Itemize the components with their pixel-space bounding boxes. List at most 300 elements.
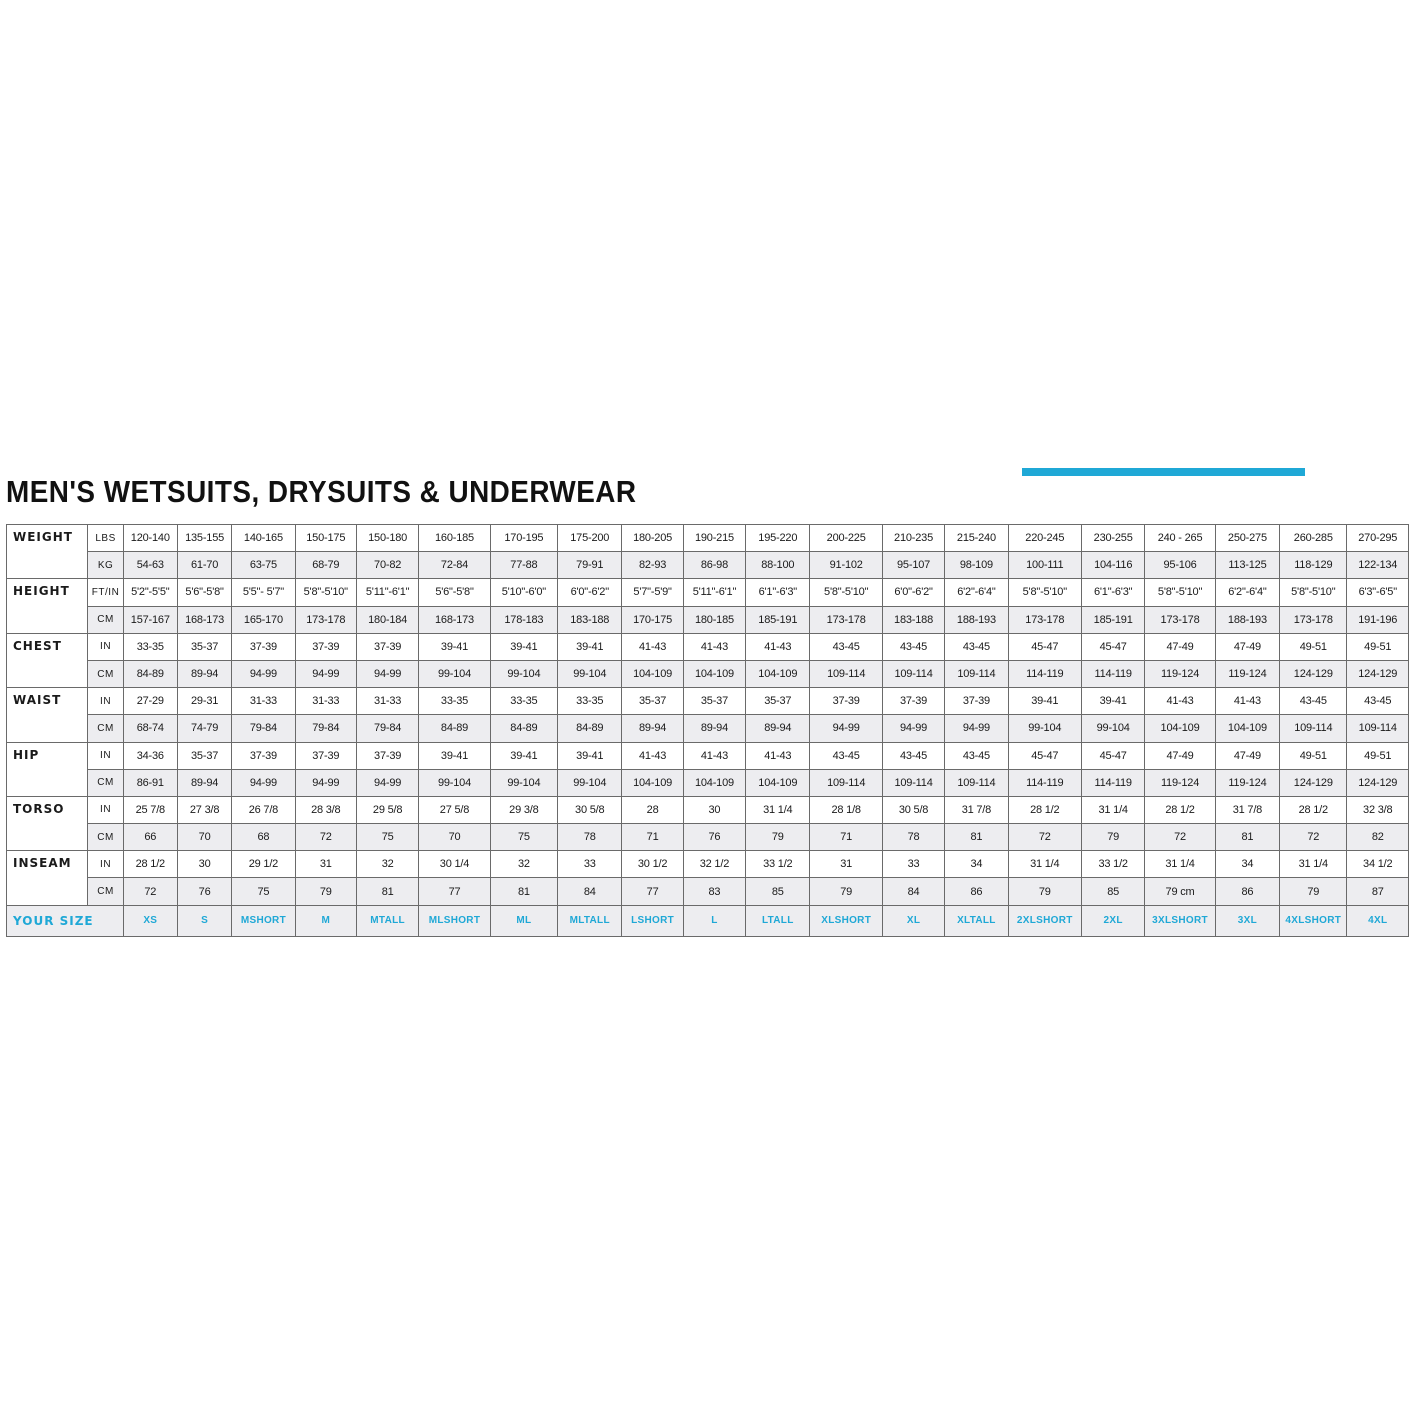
table-cell: 27 3/8: [177, 796, 231, 823]
unit-label: KG: [88, 552, 123, 579]
unit-label: CM: [88, 878, 123, 905]
table-cell: 5'11"-6'1": [356, 579, 418, 606]
table-cell: 49-51: [1280, 742, 1347, 769]
table-cell: 45-47: [1008, 633, 1081, 660]
table-cell: 104-109: [622, 660, 683, 687]
table-cell: 41-43: [683, 742, 745, 769]
table-cell: 104-116: [1081, 552, 1144, 579]
size-cell: LSHORT: [622, 905, 683, 936]
table-cell: 29-31: [177, 688, 231, 715]
table-cell: 5'11"-6'1": [683, 579, 745, 606]
table-cell: 79: [1280, 878, 1347, 905]
unit-label: CM: [88, 824, 123, 851]
table-cell: 34: [1215, 851, 1279, 878]
table-cell: 43-45: [882, 633, 944, 660]
table-cell: 185-191: [1081, 606, 1144, 633]
size-cell: MLTALL: [558, 905, 622, 936]
table-cell: 157-167: [123, 606, 177, 633]
table-cell: 185-191: [746, 606, 810, 633]
table-cell: 5'2"-5'5": [123, 579, 177, 606]
table-cell: 82: [1347, 824, 1409, 851]
table-cell: 173-178: [810, 606, 882, 633]
table-cell: 122-134: [1347, 552, 1409, 579]
table-cell: 31-33: [295, 688, 356, 715]
table-cell: 33-35: [419, 688, 490, 715]
table-cell: 39-41: [1008, 688, 1081, 715]
table-cell: 37-39: [295, 633, 356, 660]
table-cell: 70-82: [356, 552, 418, 579]
table-cell: 68-74: [123, 715, 177, 742]
table-cell: 195-220: [746, 525, 810, 552]
table-cell: 31: [810, 851, 882, 878]
table-cell: 84-89: [558, 715, 622, 742]
table-cell: 99-104: [490, 660, 557, 687]
table-row: [7, 633, 1409, 660]
table-cell: 30 1/2: [622, 851, 683, 878]
table-cell: 99-104: [558, 769, 622, 796]
table-cell: 33 1/2: [746, 851, 810, 878]
table-cell: 49-51: [1280, 633, 1347, 660]
size-cell: L: [683, 905, 745, 936]
table-cell: 6'1"-6'3": [746, 579, 810, 606]
table-cell: 79: [1008, 878, 1081, 905]
table-cell: 39-41: [490, 742, 557, 769]
table-cell: 6'0"-6'2": [558, 579, 622, 606]
table-cell: 30: [177, 851, 231, 878]
table-cell: 79: [1081, 824, 1144, 851]
table-cell: 270-295: [1347, 525, 1409, 552]
table-cell: 170-175: [622, 606, 683, 633]
table-cell: 168-173: [177, 606, 231, 633]
table-cell: 119-124: [1215, 660, 1279, 687]
unit-label: IN: [88, 796, 123, 823]
table-cell: 41-43: [746, 742, 810, 769]
table-cell: 94-99: [945, 715, 1008, 742]
table-cell: 72: [1145, 824, 1215, 851]
table-cell: 135-155: [177, 525, 231, 552]
table-cell: 104-109: [683, 660, 745, 687]
table-cell: 39-41: [558, 633, 622, 660]
table-cell: 54-63: [123, 552, 177, 579]
table-cell: 79: [810, 878, 882, 905]
table-cell: 31: [295, 851, 356, 878]
table-cell: 6'1"-6'3": [1081, 579, 1144, 606]
table-cell: 91-102: [810, 552, 882, 579]
table-cell: 77: [622, 878, 683, 905]
table-row: [7, 878, 1409, 905]
table-cell: 119-124: [1145, 660, 1215, 687]
table-cell: 86: [1215, 878, 1279, 905]
table-cell: 27 5/8: [419, 796, 490, 823]
table-cell: 220-245: [1008, 525, 1081, 552]
table-cell: 6'3"-6'5": [1347, 579, 1409, 606]
table-cell: 37-39: [945, 688, 1008, 715]
table-cell: 215-240: [945, 525, 1008, 552]
table-cell: 39-41: [419, 742, 490, 769]
size-cell: MSHORT: [232, 905, 295, 936]
table-cell: 114-119: [1008, 769, 1081, 796]
table-cell: 94-99: [356, 660, 418, 687]
table-cell: 66: [123, 824, 177, 851]
table-cell: 28 1/8: [810, 796, 882, 823]
table-cell: 28 1/2: [1008, 796, 1081, 823]
table-cell: 188-193: [1215, 606, 1279, 633]
size-cell: 4XLSHORT: [1280, 905, 1347, 936]
table-cell: 79: [295, 878, 356, 905]
table-cell: 26 7/8: [232, 796, 295, 823]
table-cell: 28 1/2: [1280, 796, 1347, 823]
table-cell: 109-114: [1347, 715, 1409, 742]
page-title: MEN'S WETSUITS, DRYSUITS & UNDERWEAR: [6, 474, 637, 509]
table-cell: 28 1/2: [123, 851, 177, 878]
table-cell: 39-41: [1081, 688, 1144, 715]
unit-label: FT/IN: [88, 579, 123, 606]
unit-label: CM: [88, 769, 123, 796]
table-cell: 190-215: [683, 525, 745, 552]
table-cell: 74-79: [177, 715, 231, 742]
table-cell: 82-93: [622, 552, 683, 579]
table-cell: 165-170: [232, 606, 295, 633]
table-cell: 160-185: [419, 525, 490, 552]
table-cell: 75: [232, 878, 295, 905]
table-cell: 150-180: [356, 525, 418, 552]
table-cell: 5'8"-5'10": [1145, 579, 1215, 606]
table-cell: 104-109: [1215, 715, 1279, 742]
table-cell: 5'6"-5'8": [177, 579, 231, 606]
table-cell: 114-119: [1081, 660, 1144, 687]
table-cell: 72: [123, 878, 177, 905]
table-cell: 113-125: [1215, 552, 1279, 579]
unit-label: CM: [88, 715, 123, 742]
table-cell: 200-225: [810, 525, 882, 552]
category-label: WAIST: [7, 688, 88, 742]
table-cell: 94-99: [882, 715, 944, 742]
table-cell: 30 5/8: [558, 796, 622, 823]
table-cell: 89-94: [177, 660, 231, 687]
table-cell: 41-43: [746, 633, 810, 660]
table-cell: 100-111: [1008, 552, 1081, 579]
table-cell: 89-94: [622, 715, 683, 742]
table-cell: 120-140: [123, 525, 177, 552]
table-cell: 173-178: [1008, 606, 1081, 633]
table-cell: 72: [295, 824, 356, 851]
table-cell: 31 1/4: [1081, 796, 1144, 823]
table-cell: 114-119: [1081, 769, 1144, 796]
table-cell: 34: [945, 851, 1008, 878]
table-cell: 95-106: [1145, 552, 1215, 579]
table-cell: 84: [882, 878, 944, 905]
table-cell: 33-35: [490, 688, 557, 715]
table-row: [7, 579, 1409, 606]
table-cell: 98-109: [945, 552, 1008, 579]
table-cell: 70: [419, 824, 490, 851]
table-row: [7, 796, 1409, 823]
table-cell: 43-45: [1280, 688, 1347, 715]
size-cell: M: [295, 905, 356, 936]
size-cell: 3XLSHORT: [1145, 905, 1215, 936]
table-cell: 47-49: [1145, 742, 1215, 769]
size-cell: XLTALL: [945, 905, 1008, 936]
size-chart-table: [6, 524, 1409, 937]
table-cell: 77-88: [490, 552, 557, 579]
table-cell: 99-104: [490, 769, 557, 796]
category-label: TORSO: [7, 796, 88, 850]
table-cell: 5'7"-5'9": [622, 579, 683, 606]
table-cell: 31 1/4: [1280, 851, 1347, 878]
table-cell: 30 5/8: [882, 796, 944, 823]
size-cell: 2XLSHORT: [1008, 905, 1081, 936]
table-cell: 81: [356, 878, 418, 905]
table-cell: 94-99: [295, 769, 356, 796]
table-cell: 37-39: [232, 633, 295, 660]
table-cell: 79-84: [232, 715, 295, 742]
table-cell: 31-33: [232, 688, 295, 715]
table-cell: 86-98: [683, 552, 745, 579]
table-cell: 95-107: [882, 552, 944, 579]
table-cell: 99-104: [1081, 715, 1144, 742]
table-cell: 5'10"-6'0": [490, 579, 557, 606]
table-cell: 37-39: [356, 742, 418, 769]
table-cell: 78: [882, 824, 944, 851]
size-cell: XLSHORT: [810, 905, 882, 936]
table-cell: 173-178: [1145, 606, 1215, 633]
table-cell: 35-37: [746, 688, 810, 715]
table-cell: 5'8"-5'10": [1280, 579, 1347, 606]
table-cell: 37-39: [810, 688, 882, 715]
table-row: [7, 769, 1409, 796]
accent-bar: [1022, 468, 1305, 476]
size-cell: XS: [123, 905, 177, 936]
unit-label: IN: [88, 851, 123, 878]
table-cell: 168-173: [419, 606, 490, 633]
table-row: [7, 715, 1409, 742]
table-cell: 49-51: [1347, 633, 1409, 660]
table-cell: 28 3/8: [295, 796, 356, 823]
table-row: [7, 552, 1409, 579]
table-cell: 31-33: [356, 688, 418, 715]
table-cell: 83: [683, 878, 745, 905]
table-cell: 37-39: [295, 742, 356, 769]
size-cell: LTALL: [746, 905, 810, 936]
unit-label: CM: [88, 606, 123, 633]
unit-label: IN: [88, 633, 123, 660]
table-cell: 47-49: [1215, 633, 1279, 660]
table-cell: 41-43: [1145, 688, 1215, 715]
table-cell: 94-99: [232, 660, 295, 687]
table-cell: 79-84: [295, 715, 356, 742]
unit-label: IN: [88, 742, 123, 769]
table-cell: 6'0"-6'2": [882, 579, 944, 606]
table-cell: 31 7/8: [1215, 796, 1279, 823]
table-cell: 45-47: [1081, 742, 1144, 769]
table-cell: 49-51: [1347, 742, 1409, 769]
table-cell: 76: [683, 824, 745, 851]
table-cell: 81: [490, 878, 557, 905]
table-cell: 88-100: [746, 552, 810, 579]
table-row: [7, 851, 1409, 878]
table-cell: 25 7/8: [123, 796, 177, 823]
table-cell: 45-47: [1008, 742, 1081, 769]
table-cell: 37-39: [882, 688, 944, 715]
category-label: HEIGHT: [7, 579, 88, 633]
table-cell: 35-37: [177, 742, 231, 769]
table-cell: 39-41: [419, 633, 490, 660]
table-cell: 79-84: [356, 715, 418, 742]
table-cell: 29 5/8: [356, 796, 418, 823]
size-cell: MLSHORT: [419, 905, 490, 936]
table-cell: 89-94: [683, 715, 745, 742]
table-cell: 28: [622, 796, 683, 823]
table-cell: 37-39: [232, 742, 295, 769]
table-cell: 34 1/2: [1347, 851, 1409, 878]
table-cell: 28 1/2: [1145, 796, 1215, 823]
table-cell: 99-104: [419, 660, 490, 687]
table-cell: 43-45: [810, 633, 882, 660]
table-cell: 114-119: [1008, 660, 1081, 687]
table-cell: 5'8"-5'10": [810, 579, 882, 606]
table-cell: 178-183: [490, 606, 557, 633]
table-cell: 191-196: [1347, 606, 1409, 633]
table-cell: 86: [945, 878, 1008, 905]
size-cell: S: [177, 905, 231, 936]
table-cell: 68-79: [295, 552, 356, 579]
table-cell: 170-195: [490, 525, 557, 552]
table-cell: 104-109: [746, 769, 810, 796]
table-cell: 31 1/4: [1008, 851, 1081, 878]
table-cell: 87: [1347, 878, 1409, 905]
table-cell: 119-124: [1215, 769, 1279, 796]
table-cell: 43-45: [810, 742, 882, 769]
table-cell: 183-188: [558, 606, 622, 633]
unit-label: CM: [88, 660, 123, 687]
table-cell: 76: [177, 878, 231, 905]
table-cell: 39-41: [558, 742, 622, 769]
table-cell: 84-89: [123, 660, 177, 687]
unit-label: IN: [88, 688, 123, 715]
table-cell: 6'2"-6'4": [945, 579, 1008, 606]
table-row: [7, 660, 1409, 687]
category-label: INSEAM: [7, 851, 88, 905]
table-cell: 45-47: [1081, 633, 1144, 660]
table-row: [7, 824, 1409, 851]
table-cell: 99-104: [419, 769, 490, 796]
table-cell: 79 cm: [1145, 878, 1215, 905]
your-size-row: [7, 905, 1409, 936]
table-cell: 31 7/8: [945, 796, 1008, 823]
table-cell: 71: [622, 824, 683, 851]
table-cell: 118-129: [1280, 552, 1347, 579]
table-cell: 89-94: [177, 769, 231, 796]
table-cell: 180-205: [622, 525, 683, 552]
table-cell: 35-37: [177, 633, 231, 660]
table-cell: 75: [490, 824, 557, 851]
table-cell: 79: [746, 824, 810, 851]
your-size-label: YOUR SIZE: [7, 905, 124, 936]
table-cell: 43-45: [945, 742, 1008, 769]
table-cell: 33-35: [123, 633, 177, 660]
table-cell: 43-45: [945, 633, 1008, 660]
table-cell: 210-235: [882, 525, 944, 552]
table-cell: 175-200: [558, 525, 622, 552]
table-cell: 99-104: [558, 660, 622, 687]
table-cell: 47-49: [1215, 742, 1279, 769]
table-cell: 94-99: [295, 660, 356, 687]
table-cell: 124-129: [1347, 660, 1409, 687]
table-cell: 41-43: [683, 633, 745, 660]
table-cell: 43-45: [882, 742, 944, 769]
table-cell: 35-37: [683, 688, 745, 715]
table-cell: 173-178: [1280, 606, 1347, 633]
table-cell: 104-109: [622, 769, 683, 796]
table-cell: 37-39: [356, 633, 418, 660]
table-cell: 109-114: [882, 769, 944, 796]
table-cell: 43-45: [1347, 688, 1409, 715]
table-cell: 71: [810, 824, 882, 851]
table-cell: 180-185: [683, 606, 745, 633]
table-cell: 240 - 265: [1145, 525, 1215, 552]
table-row: [7, 688, 1409, 715]
size-cell: MTALL: [356, 905, 418, 936]
table-cell: 78: [558, 824, 622, 851]
table-cell: 180-184: [356, 606, 418, 633]
table-cell: 250-275: [1215, 525, 1279, 552]
table-cell: 34-36: [123, 742, 177, 769]
table-cell: 72: [1280, 824, 1347, 851]
table-cell: 119-124: [1145, 769, 1215, 796]
table-cell: 173-178: [295, 606, 356, 633]
size-cell: 2XL: [1081, 905, 1144, 936]
table-cell: 188-193: [945, 606, 1008, 633]
table-cell: 39-41: [490, 633, 557, 660]
size-cell: XL: [882, 905, 944, 936]
table-cell: 104-109: [746, 660, 810, 687]
table-cell: 84-89: [419, 715, 490, 742]
table-cell: 81: [945, 824, 1008, 851]
table-cell: 5'5"- 5'7": [232, 579, 295, 606]
table-row: [7, 742, 1409, 769]
table-cell: 72-84: [419, 552, 490, 579]
table-cell: 72: [1008, 824, 1081, 851]
table-cell: 86-91: [123, 769, 177, 796]
table-cell: 5'8"-5'10": [1008, 579, 1081, 606]
table-cell: 109-114: [945, 660, 1008, 687]
table-cell: 124-129: [1280, 769, 1347, 796]
table-cell: 5'8"-5'10": [295, 579, 356, 606]
table-cell: 68: [232, 824, 295, 851]
table-cell: 61-70: [177, 552, 231, 579]
table-cell: 124-129: [1347, 769, 1409, 796]
unit-label: LBS: [88, 525, 123, 552]
category-label: HIP: [7, 742, 88, 796]
table-cell: 32: [490, 851, 557, 878]
table-cell: 230-255: [1081, 525, 1144, 552]
table-cell: 84-89: [490, 715, 557, 742]
table-cell: 99-104: [1008, 715, 1081, 742]
table-cell: 94-99: [810, 715, 882, 742]
table-cell: 104-109: [683, 769, 745, 796]
size-chart-body: [7, 525, 1409, 937]
table-cell: 70: [177, 824, 231, 851]
table-cell: 41-43: [622, 742, 683, 769]
table-cell: 79-91: [558, 552, 622, 579]
table-cell: 109-114: [1280, 715, 1347, 742]
table-cell: 63-75: [232, 552, 295, 579]
table-cell: 41-43: [1215, 688, 1279, 715]
table-cell: 31 1/4: [1145, 851, 1215, 878]
table-cell: 183-188: [882, 606, 944, 633]
size-cell: ML: [490, 905, 557, 936]
table-cell: 85: [1081, 878, 1144, 905]
